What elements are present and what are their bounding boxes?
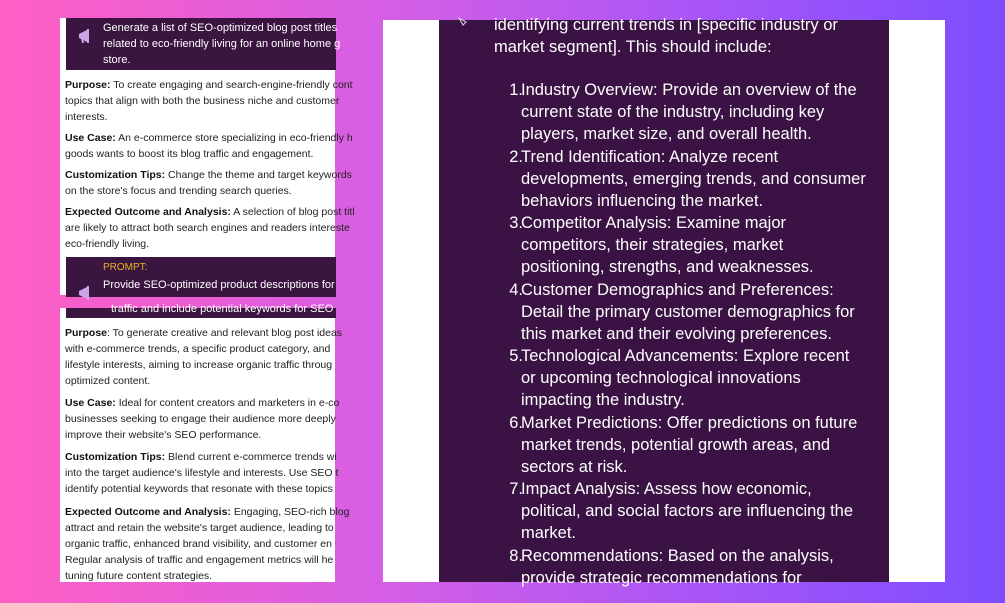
outcome-section: Expected Outcome and Analysis: A selection of blog post titl are likely to attract both search engines and readers intereste eco-friendly living. bbox=[65, 206, 355, 250]
purpose-section: Purpose: To generate creative and relevant blog post ideas with e-commerce trends, a specific product category, and lifestyle interests, aiming to increase organic traffic throug optimized content. bbox=[65, 327, 343, 387]
pin-icon bbox=[457, 16, 469, 28]
response-card bbox=[383, 16, 945, 587]
megaphone-icon bbox=[76, 283, 96, 303]
prompt-text-2: Provide SEO-optimized product descriptions for bbox=[103, 279, 335, 291]
cut-text: traffic and include potential keywords for SEO bbox=[111, 303, 334, 315]
prompt-card-top bbox=[60, 18, 355, 295]
customization-section: Customization Tips: Change the theme and target keywords on the store's focus and trending search queries. bbox=[65, 169, 352, 197]
response-panel: identifying current trends in [specific industry or market segment]. This should include: 1. Industry Overview: Provide an overview of the current state of the industry, including key players, market size, and overall health. 2. Trend Identification: Analyze recent developments, emerging trends, and consumer behaviors influencing the market. 3. Competitor Analysis: Examine major competitors, their strategies, market positioning, strengths, and weaknesses. 4. Customer Demographics and Preferences: Detail the primary customer demographics for this market and their evolving preferences. 5. Technological Advancements: Explore recent or upcoming technological innovations impacting the industry. 6. Market Predictions: Offer predictions on future market trends, potential growth areas, and sectors at risk. 7. Impact Analysis: Assess how economic, political, and social factors are influencing the market. 8. Recommendations: Based on the analysis, provide strategic recommendations for bbox=[439, 20, 889, 582]
outcome-section: Expected Outcome and Analysis: Engaging, SEO-rich blog attract and retain the website's target audience, leading to organic traffic, enhanced brand visibility, and customer en Regular analysis of traffic and engagement metrics will he tuning future content strategies. bbox=[65, 506, 350, 582]
megaphone-icon bbox=[76, 26, 96, 46]
prompt-text: Generate a list of SEO-optimized blog post titles related to eco-friendly living for an online home g store. bbox=[103, 22, 341, 66]
prompt-box bbox=[66, 18, 341, 70]
prompt-box-2 bbox=[66, 257, 336, 297]
use-case-section: Use Case: An e-commerce store specializing in eco-friendly h goods wants to boost its blog traffic and engagement. bbox=[65, 132, 353, 160]
use-case-section: Use Case: Ideal for content creators and marketers in e-co businesses seeking to engage their audience more deeply improve their website's SEO performance. bbox=[65, 397, 340, 441]
prompt-box-cut bbox=[66, 303, 336, 318]
prompt-card-bottom bbox=[60, 303, 350, 582]
prompt-label: PROMPT: bbox=[103, 262, 148, 273]
purpose-section: Purpose: To create engaging and search-engine-friendly cont topics that align with both the business niche and customer interests. bbox=[65, 79, 353, 123]
intro-text: identifying current trends in [specific industry or market segment]. This should include: bbox=[494, 16, 838, 56]
customization-section: Customization Tips: Blend current e-commerce trends wi into the target audience's lifestyle and interests. Use SEO t identify potential keywords that resonate with these topics bbox=[65, 451, 339, 495]
